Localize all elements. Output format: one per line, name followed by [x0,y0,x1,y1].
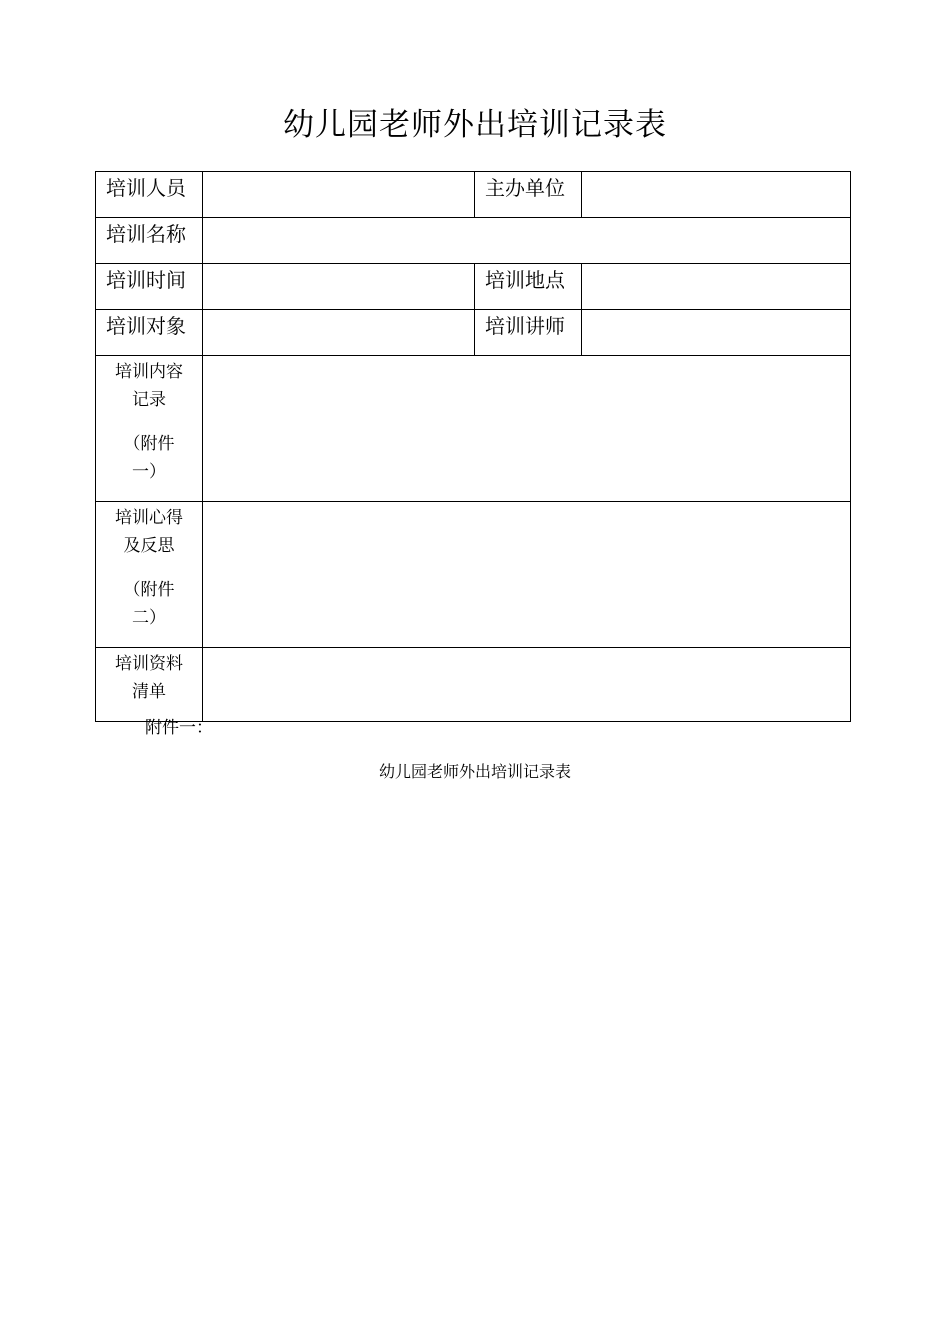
training-record-table [95,171,851,722]
trainee-label: 培训人员 [96,172,203,218]
reflection-label-line1: 培训心得 [115,508,183,528]
reflection-label [96,502,203,648]
training-name-label: 培训名称 [96,218,203,264]
content-field[interactable] [203,356,851,502]
row-training-target [96,310,851,356]
row-reflection [96,502,851,648]
training-time-label: 培训时间 [96,264,203,310]
document-title: 幼儿园老师外出培训记录表 [283,107,667,143]
content-label-line3: （附件 [123,434,175,454]
row-training-time [96,264,851,310]
training-place-field[interactable] [582,264,851,310]
row-materials [96,648,851,722]
content-label-line1: 培训内容 [115,362,183,382]
organizer-field[interactable] [582,172,851,218]
reflection-label-line2: 及反思 [123,536,175,556]
materials-label-line2: 清单 [132,682,166,702]
row-trainee [96,172,851,218]
attachment-title: 幼儿园老师外出培训记录表 [378,762,571,781]
organizer-label: 主办单位 [475,172,582,218]
training-target-field[interactable] [203,310,475,356]
training-target-label: 培训对象 [96,310,203,356]
trainer-label: 培训讲师 [475,310,582,356]
reflection-label-line3: （附件 [123,580,175,600]
training-name-field[interactable] [203,218,851,264]
trainee-field[interactable] [203,172,475,218]
attachment-label: 附件一： [145,718,213,738]
content-label-line4: 一） [132,462,166,482]
reflection-label-line4: 二） [132,608,166,628]
content-label [96,356,203,502]
content-label-line2: 记录 [132,390,166,410]
materials-label-line1: 培训资料 [115,654,183,674]
training-time-field[interactable] [203,264,475,310]
materials-field[interactable] [203,648,851,722]
reflection-field[interactable] [203,502,851,648]
row-training-name [96,218,851,264]
training-place-label: 培训地点 [475,264,582,310]
row-content [96,356,851,502]
trainer-field[interactable] [582,310,851,356]
materials-label [96,648,203,722]
